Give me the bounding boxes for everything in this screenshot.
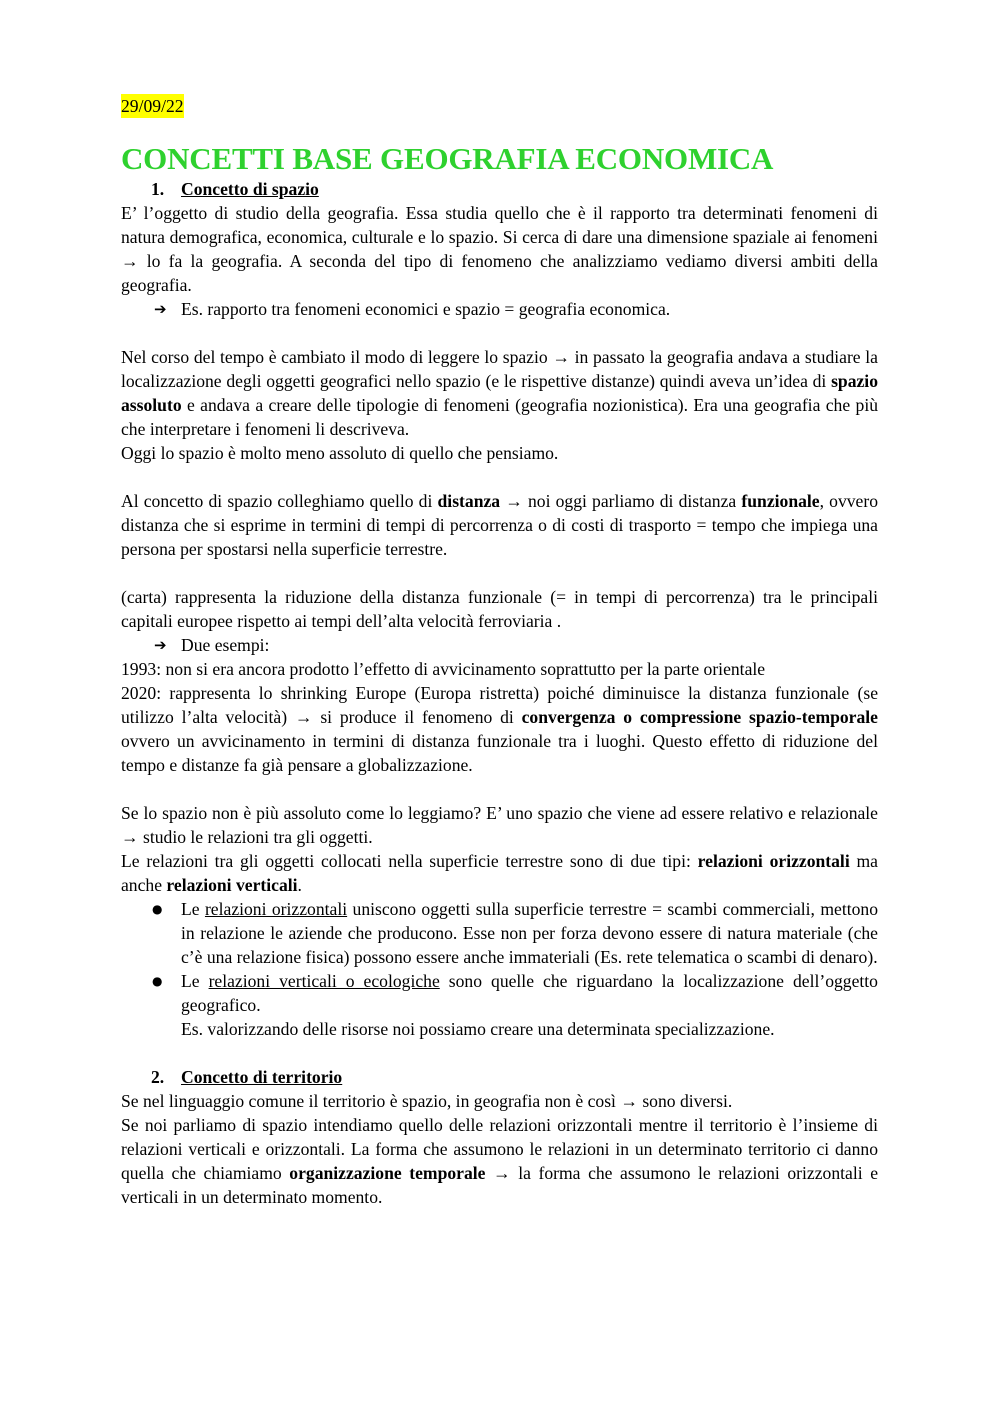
bold-term: relazioni verticali: [166, 875, 298, 895]
list-item-text: [181, 969, 878, 1041]
paragraph: [121, 345, 878, 441]
paragraph: [121, 681, 878, 777]
list-item: [121, 969, 878, 1041]
section-number: 2.: [151, 1067, 165, 1087]
arrow-item-text: Es. rapporto tra fenomeni economici e spazio = geografia economica.: [181, 299, 671, 319]
text-run: ovvero un avvicinamento in termini di distanza funzionale tra i luoghi. Questo effetto di riduzione del tempo e distanze fa già pensare a globalizzazione.: [121, 731, 878, 775]
spacer: [121, 321, 878, 345]
spacer: [121, 777, 878, 801]
arrow-list-item: [121, 297, 878, 321]
text-run: .: [297, 875, 302, 895]
paragraph: [121, 489, 878, 561]
paragraph: [121, 1113, 878, 1209]
text-run: → noi oggi parliamo di distanza: [500, 491, 742, 511]
section-heading-spazio: [121, 177, 878, 201]
bold-term: convergenza o compressione spazio-temporale: [521, 707, 878, 727]
text-run: Al concetto di spazio colleghiamo quello di: [121, 491, 438, 511]
text-run: Le: [181, 971, 209, 991]
paragraph: (carta) rappresenta la riduzione della distanza funzionale (= in tempi di percorrenza) tra le principali capitali europee rispetto ai tempi dell’alta velocità ferroviaria .: [121, 587, 878, 631]
document-title: CONCETTI BASE GEOGRAFIA ECONOMICA: [121, 141, 774, 176]
bold-term: organizzazione temporale: [289, 1163, 486, 1183]
text-run: Se noi parliamo di spazio intendiamo quello delle relazioni orizzontali mentre il territorio è l’insieme di relazioni verticali e orizzontali. La forma che assumono le relazioni in un determinato territorio ci danno quella che chiamiamo: [121, 1115, 878, 1183]
list-item: [121, 897, 878, 969]
arrow-bullet-icon: ➔: [154, 300, 167, 318]
date-highlight: 29/09/22: [121, 96, 184, 116]
arrow-bullet-icon: ➔: [154, 636, 167, 654]
bold-term: spazio assoluto: [121, 371, 878, 415]
text-run: → la forma che assumono le relazioni orizzontali e verticali in un determinato momento.: [121, 1163, 879, 1207]
text-run: sono quelle che riguardano la localizzazione dell’oggetto geografico.: [181, 971, 878, 1015]
text-run: Nel corso del tempo è cambiato il modo di leggere lo spazio → in passato la geografia andava a studiare la localizzazione degli oggetti geografici nello spazio (e le rispettive distanze) quindi aveva un’idea di: [121, 347, 878, 391]
underlined-term: relazioni orizzontali: [204, 899, 348, 919]
text-run: Le relazioni tra gli oggetti collocati nella superficie terrestre sono di due tipi:: [121, 851, 698, 871]
date-line: [121, 94, 878, 118]
bullet-list: [121, 897, 878, 1041]
section-title: Concetto di spazio: [181, 179, 319, 199]
text-run: , ovvero distanza che si esprime in termini di tempi di percorrenza o di costi di trasporto = tempo che impiega una persona per spostarsi nella superficie terrestre.: [121, 491, 879, 559]
section-number: 1.: [151, 179, 165, 199]
section-heading-territorio: [121, 1065, 878, 1089]
section-title: Concetto di territorio: [181, 1067, 343, 1087]
paragraph: Se nel linguaggio comune il territorio è spazio, in geografia non è così → sono diversi.: [121, 1091, 733, 1111]
spacer: [121, 465, 878, 489]
bold-term: distanza: [437, 491, 501, 511]
paragraph: [121, 849, 878, 897]
paragraph: Oggi lo spazio è molto meno assoluto di quello che pensiamo.: [121, 443, 559, 463]
paragraph: 1993: non si era ancora prodotto l’effetto di avvicinamento soprattutto per la parte orientale: [121, 659, 766, 679]
text-run: Es. valorizzando delle risorse noi possiamo creare una determinata specializzazione.: [181, 1019, 775, 1039]
document-page: [121, 94, 878, 1209]
spacer: [121, 1041, 878, 1065]
arrow-list-item: [121, 633, 878, 657]
bold-term: funzionale: [741, 491, 820, 511]
text-run: e andava a creare delle tipologie di fenomeni (geografia nozionistica). Era una geografia che più che interpretare i fenomeni li descriveva.: [121, 395, 878, 439]
bullet-dot-icon: ●: [152, 902, 163, 916]
paragraph: Se lo spazio non è più assoluto come lo leggiamo? E’ uno spazio che viene ad essere relativo e relazionale → studio le relazioni tra gli oggetti.: [121, 803, 878, 847]
spacer: [121, 561, 878, 585]
text-run: uniscono oggetti sulla superficie terrestre = scambi commerciali, mettono in relazione le aziende che producono. Esse non per forza devono essere di natura materiale (che c’è una relazione fisica) possono essere anche immateriali (Es. rete telematica o scambi di denaro).: [181, 899, 878, 967]
underlined-term: relazioni verticali o ecologiche: [208, 971, 440, 991]
bold-term: relazioni orizzontali: [697, 851, 850, 871]
paragraph: E’ l’oggetto di studio della geografia. Essa studia quello che è il rapporto tra determinati fenomeni di natura demografica, economica, culturale e lo spazio. Si cerca di dare una dimensione spaziale ai fenomeni → lo fa la geografia. A seconda del tipo di fenomeno che analizziamo vediamo diversi ambiti della geografia.: [121, 203, 878, 295]
text-run: Le: [181, 899, 205, 919]
arrow-item-text: Due esempi:: [181, 635, 270, 655]
bullet-dot-icon: ●: [152, 974, 163, 988]
list-item-text: [181, 897, 878, 969]
text-run: 2020: rappresenta lo shrinking Europe (Europa ristretta) poiché diminuisce la distanza funzionale (se utilizzo l’alta velocità) → si produce il fenomeno di: [121, 683, 878, 727]
text-run: ma anche: [121, 851, 878, 895]
